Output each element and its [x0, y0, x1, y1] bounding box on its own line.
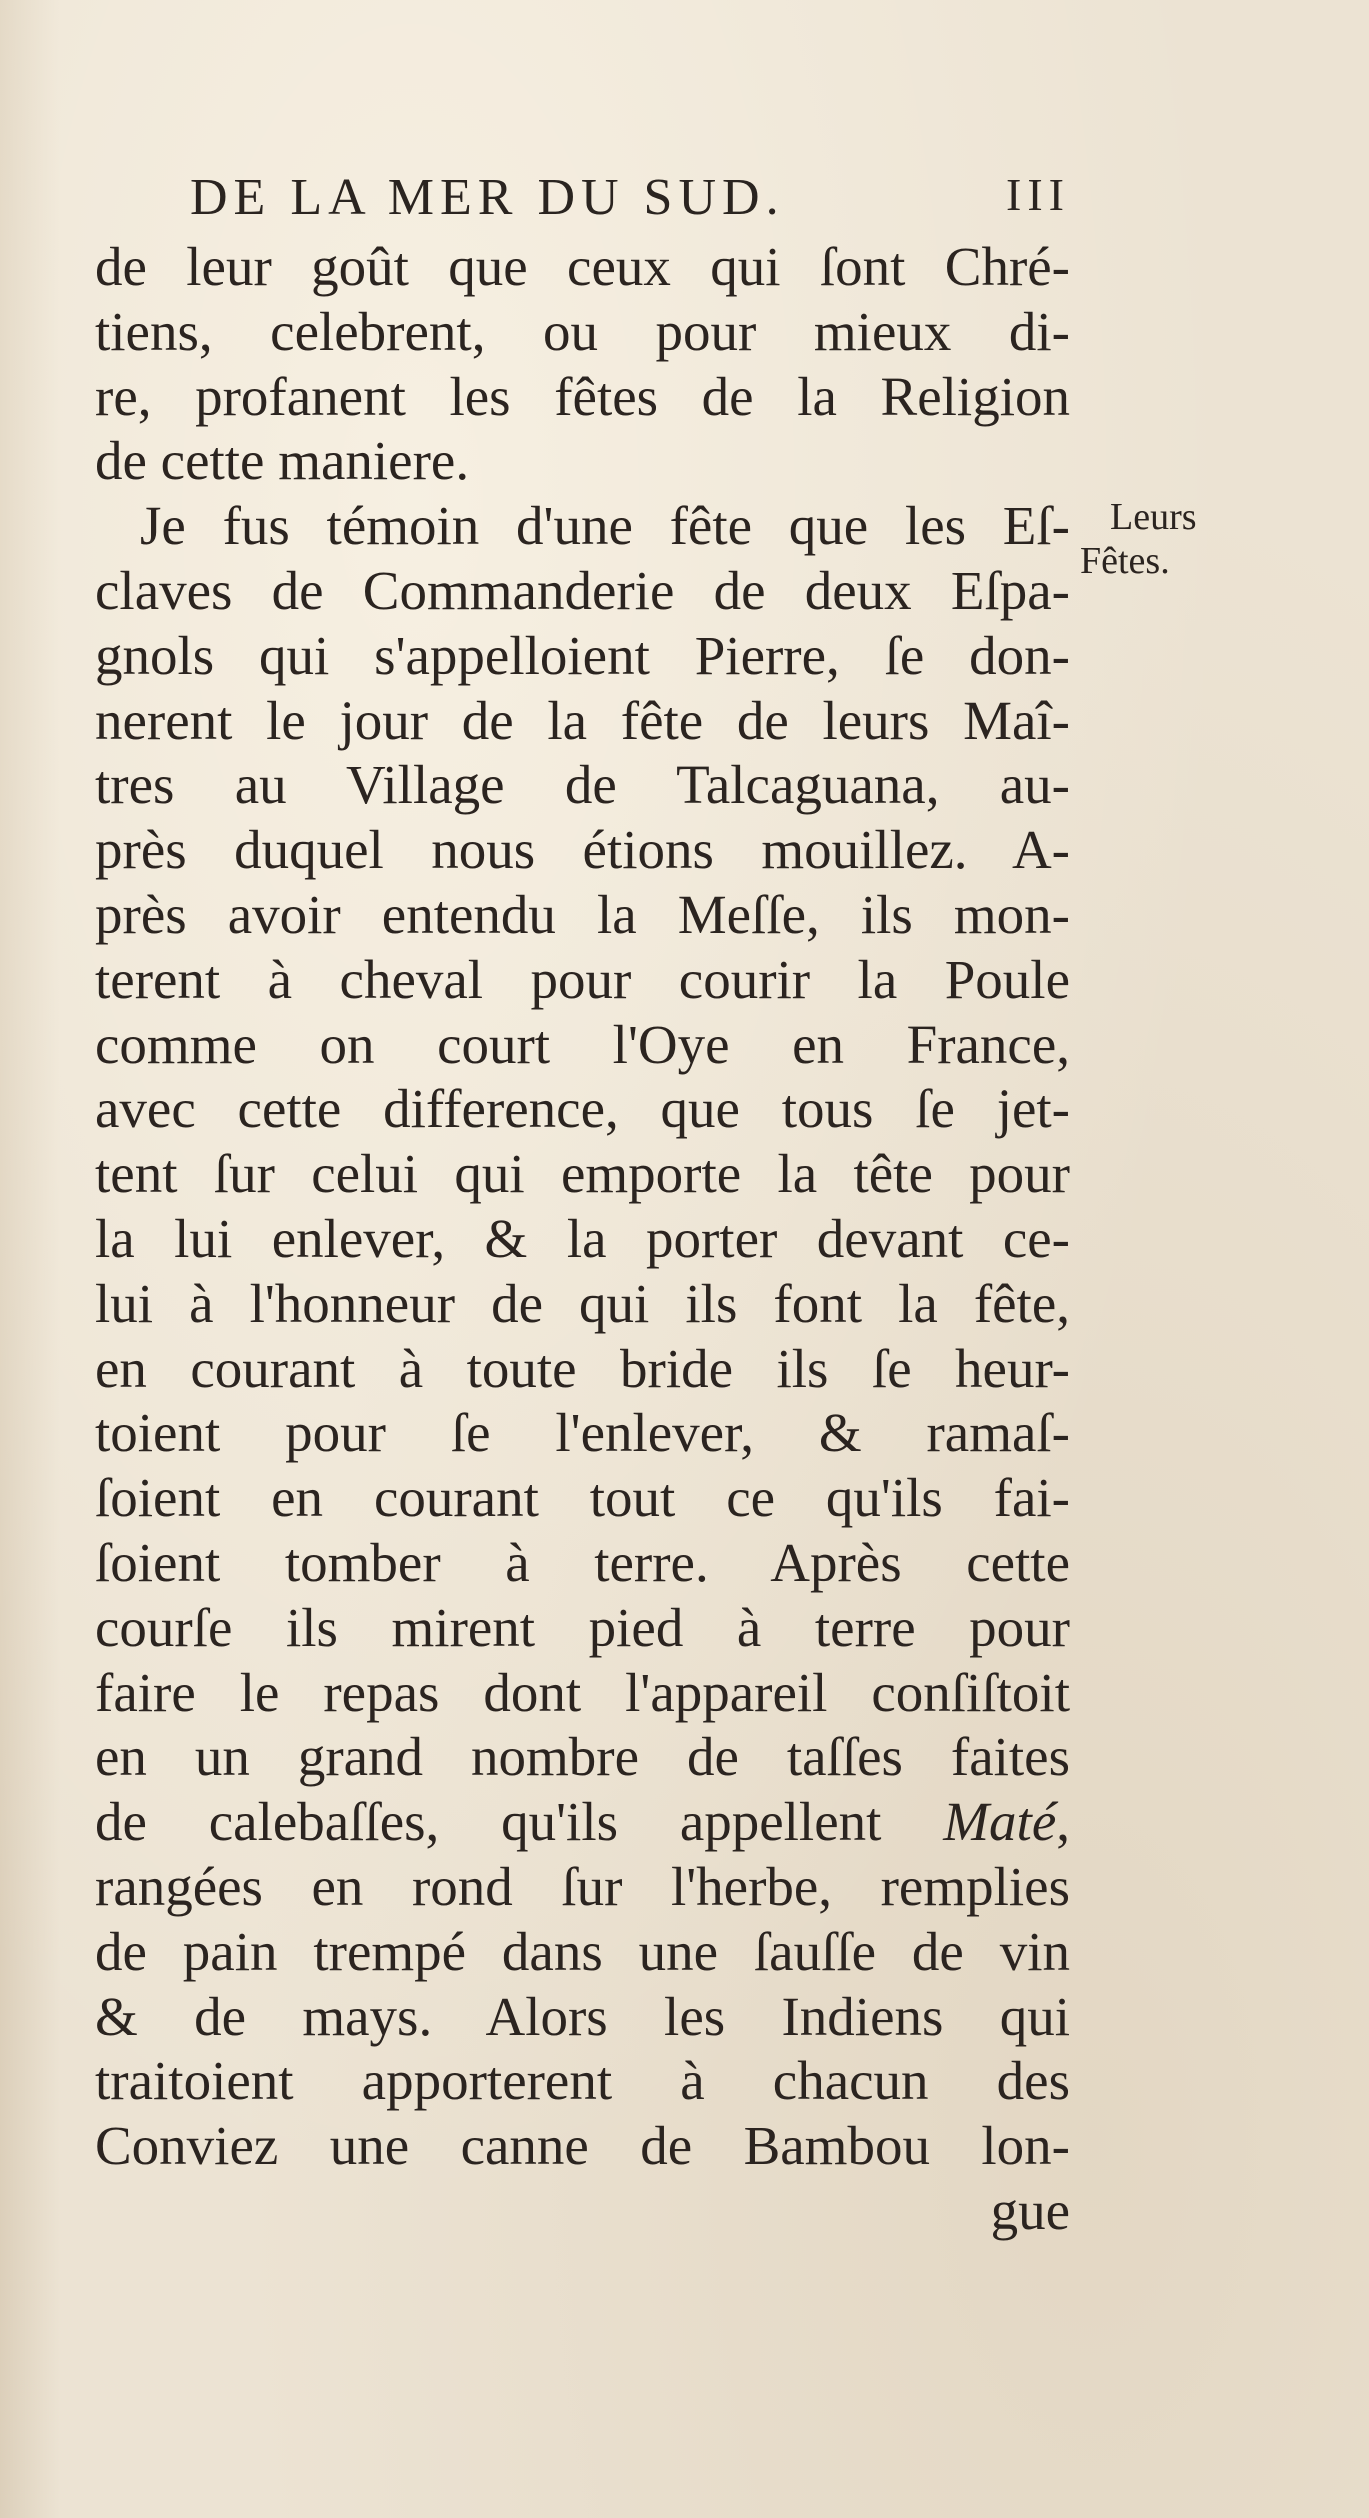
italic-term: Maté [943, 1791, 1057, 1853]
text-line: gnols qui s'appelloient Pierre, ſe don- [95, 624, 1070, 686]
text-line: toient pour ſe l'enlever, & ramaſ- [95, 1402, 1070, 1464]
text-line: tiens, celebrent, ou pour mieux di- [95, 300, 1070, 362]
text-line: Conviez une canne de Bambou lon- [95, 2115, 1070, 2177]
text-line: tent ſur celui qui emporte la tête pour [95, 1143, 1070, 1205]
text-line: de cette maniere. [95, 430, 470, 492]
marginal-note-line: Leurs [1110, 496, 1197, 538]
text-line: re, profanent les fêtes de la Religion [95, 365, 1070, 427]
text-line: comme on court l'Oye en France, [95, 1013, 1070, 1075]
text-segment: de calebaſſes, qu'ils appellent [95, 1791, 944, 1853]
page-number: III [1006, 169, 1070, 220]
text-line: courſe ils mirent pied à terre pour [95, 1596, 1070, 1658]
catchword: gue [990, 2179, 1070, 2241]
text-line: tres au Village de Talcaguana, au- [95, 754, 1070, 816]
text-line: près duquel nous étions mouillez. A- [95, 819, 1070, 881]
text-line: ſoient en courant tout ce qu'ils fai- [95, 1467, 1070, 1529]
text-line: de leur goût que ceux qui ſont Chré- [95, 236, 1070, 297]
text-line: terent à cheval pour courir la Poule [95, 948, 1070, 1010]
text-line: lui à l'honneur de qui ils font la fête, [95, 1272, 1070, 1334]
text-line: claves de Commanderie de deux Eſpa- [95, 559, 1070, 621]
running-header [190, 168, 1070, 238]
text-line: avec cette difference, que tous ſe jet- [95, 1078, 1070, 1140]
text-line: la lui enlever, & la porter devant ce- [95, 1207, 1070, 1269]
text-line: ſoient tomber à terre. Après cette [95, 1531, 1070, 1593]
text-line: & de mays. Alors les Indiens qui [95, 1985, 1070, 2047]
text-line: de pain trempé dans une ſauſſe de vin [95, 1920, 1070, 1982]
text-line: faire le repas dont l'appareil conſiſtoit [95, 1661, 1070, 1723]
text-line: en courant à toute bride ils ſe heur- [95, 1337, 1070, 1399]
text-line: rangées en rond ſur l'herbe, remplies [95, 1855, 1070, 1917]
text-segment: , [1056, 1791, 1070, 1853]
text-line: en un grand nombre de taſſes faites [95, 1726, 1070, 1788]
marginal-note [1080, 495, 1220, 583]
running-title: DE LA MER DU SUD. [190, 169, 785, 226]
text-line: Je fus témoin d'une fête que les Eſ- [140, 495, 1070, 557]
text-line: près avoir entendu la Meſſe, ils mon- [95, 883, 1070, 945]
body-text [95, 235, 1070, 2244]
text-line-with-italic [95, 1790, 1070, 1855]
text-line: nerent le jour de la fête de leurs Maî- [95, 689, 1070, 751]
marginal-note-line: Fêtes. [1080, 540, 1170, 582]
text-line: traitoient apporterent à chacun des [95, 2050, 1070, 2112]
